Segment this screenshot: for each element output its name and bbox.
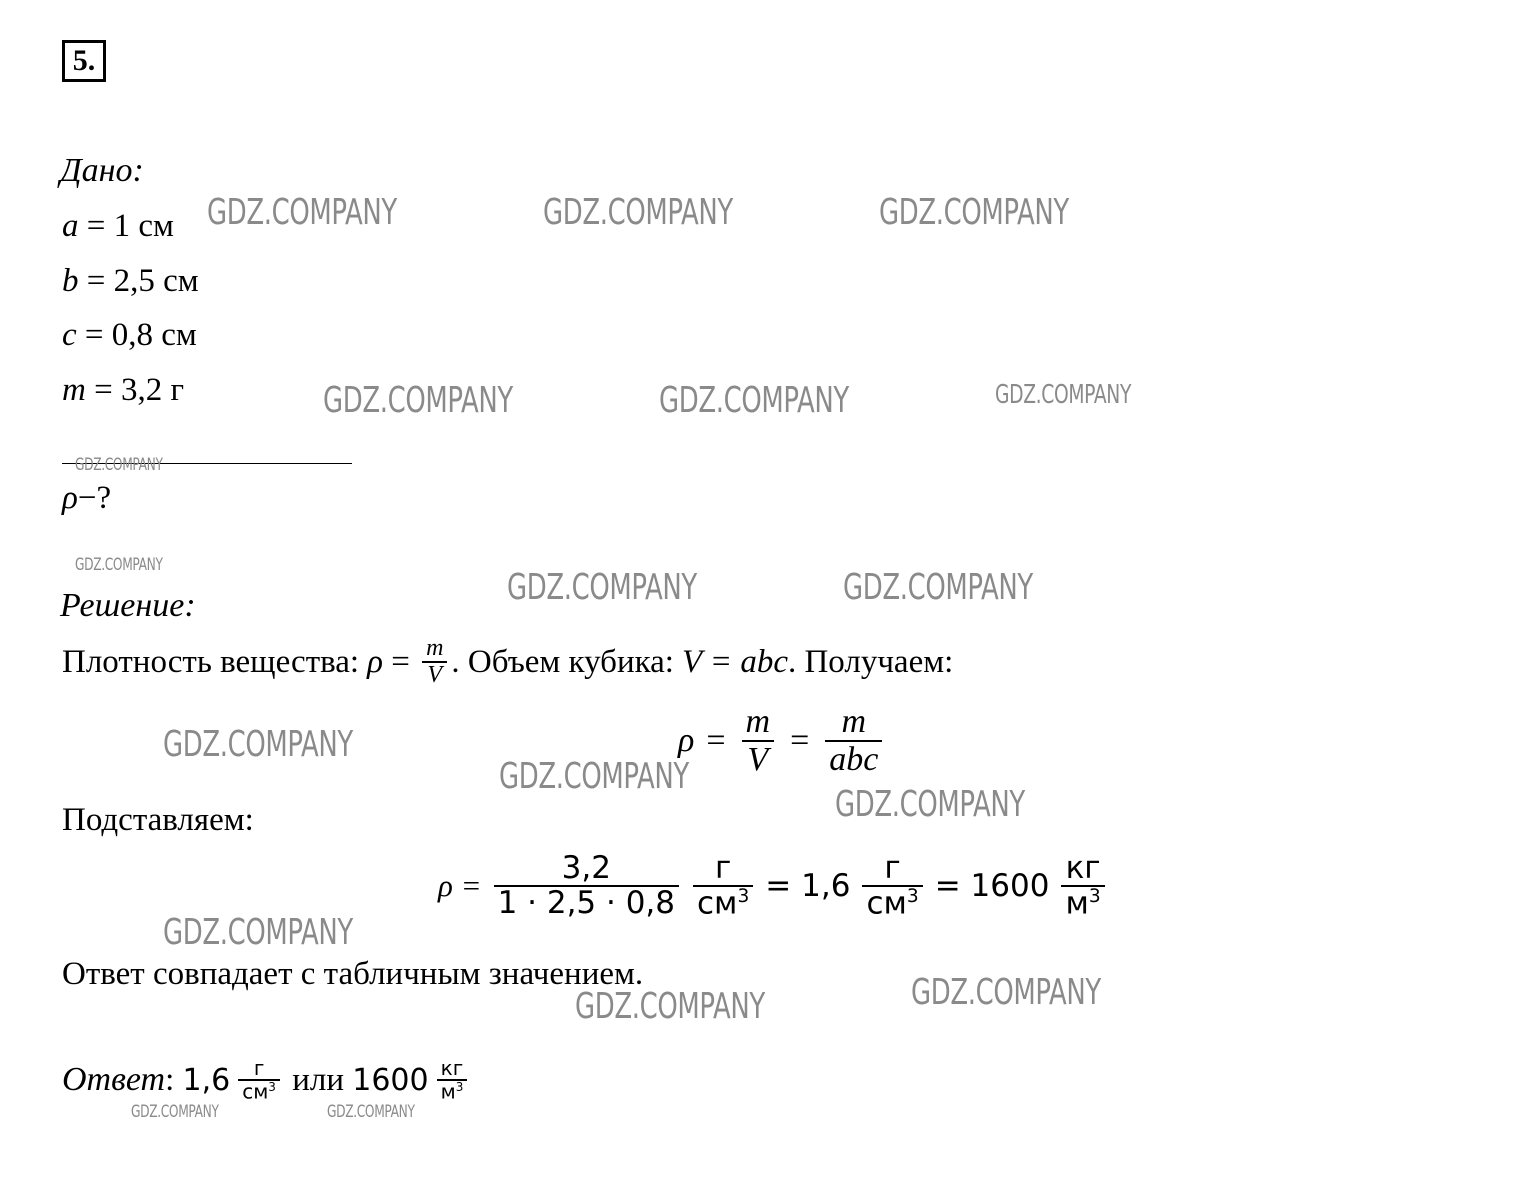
given-c-var: c <box>62 317 77 353</box>
watermark: GDZ.COMPANY <box>323 380 513 421</box>
watermark: GDZ.COMPANY <box>163 724 353 765</box>
watermark: GDZ.COMPANY <box>131 1102 219 1122</box>
problem-number: 5. <box>62 40 106 82</box>
formula2-frac-num: 3,2 <box>561 850 611 887</box>
formula2-unit2-num: г <box>884 850 901 886</box>
given-m-var: m <box>62 372 86 408</box>
answer-colon: : <box>165 1061 183 1098</box>
formula-density-general <box>678 704 886 777</box>
formula1-eq1: = <box>706 721 726 759</box>
given-label: Дано: <box>60 152 144 189</box>
given-c-value: = 0,8 см <box>84 317 197 353</box>
density-fraction-den: V <box>427 662 443 689</box>
given-a <box>62 208 174 245</box>
watermark: GDZ.COMPANY <box>843 567 1033 608</box>
solution-label: Решение: <box>60 587 196 624</box>
find-text: −? <box>77 480 112 516</box>
watermark: GDZ.COMPANY <box>507 567 697 608</box>
formula2-unit2 <box>862 852 922 919</box>
conclusion-text: Ответ совпадает с табличным значением. <box>62 956 644 992</box>
watermark: GDZ.COMPANY <box>75 455 163 475</box>
obtain-text: . Получаем: <box>787 643 954 680</box>
answer-unit1 <box>238 1058 280 1103</box>
volume-formula: V = abc <box>681 643 788 680</box>
formula1-frac1-num: m <box>745 703 771 740</box>
watermark: GDZ.COMPANY <box>995 380 1132 410</box>
formula2-unit1-den: $см^3$ <box>697 884 750 921</box>
given-a-var: a <box>62 208 79 244</box>
watermark: GDZ.COMPANY <box>327 1102 415 1122</box>
given-a-value: = 1 см <box>86 208 174 244</box>
formula2-unit3-den: $м^3$ <box>1065 884 1101 921</box>
formula1-frac2-num: m <box>841 703 867 740</box>
watermark: GDZ.COMPANY <box>835 784 1025 825</box>
answer-unit2-num: кг <box>440 1056 464 1080</box>
formula2-unit1-num: г <box>715 850 732 886</box>
formula2-unit3-num: кг <box>1065 850 1101 886</box>
formula2-unit3 <box>1061 852 1104 919</box>
watermark: GDZ.COMPANY <box>75 555 163 575</box>
watermark: GDZ.COMPANY <box>659 380 849 421</box>
answer-value-1: 1,6 <box>182 1062 231 1098</box>
watermark: GDZ.COMPANY <box>207 192 397 233</box>
formula2-eq1: = 1,6 <box>765 867 851 904</box>
formula2-eq2: = 1600 <box>934 867 1050 904</box>
watermark: GDZ.COMPANY <box>879 192 1069 233</box>
formula1-frac2-den: abc <box>829 740 879 778</box>
given-c <box>62 317 197 354</box>
rho-symbol: ρ <box>367 643 383 680</box>
formula2-lhs: ρ = <box>438 867 482 903</box>
given-b <box>62 263 199 300</box>
given-m-value: = 3,2 г <box>94 372 184 408</box>
find-var: ρ <box>62 480 78 516</box>
watermark: GDZ.COMPANY <box>163 912 353 953</box>
given-b-value: = 2,5 см <box>86 263 199 299</box>
density-fraction-num: m <box>426 635 444 661</box>
answer-unit2 <box>437 1058 468 1103</box>
density-text: Плотность вещества: <box>62 643 360 680</box>
watermark: GDZ.COMPANY <box>911 972 1101 1013</box>
formula1-frac2 <box>825 704 882 777</box>
given-b-var: b <box>62 263 79 299</box>
answer-or: или <box>283 1061 353 1098</box>
watermark: GDZ.COMPANY <box>499 756 689 797</box>
formula1-lhs: ρ <box>678 721 695 759</box>
substitute-label: Подставляем: <box>62 802 254 838</box>
volume-text: . Объем кубика: <box>451 643 674 680</box>
answer-label: Ответ <box>62 1061 166 1099</box>
equals-sign: = <box>382 643 419 680</box>
formula-density-numeric <box>438 852 1109 919</box>
answer-unit1-num: г <box>253 1056 265 1080</box>
formula1-frac1 <box>742 704 775 777</box>
given-m <box>62 372 184 409</box>
formula1-eq2: = <box>790 721 810 759</box>
answer-line <box>62 1058 471 1103</box>
formula2-frac <box>494 852 679 919</box>
answer-value-2: 1600 <box>352 1062 429 1098</box>
formula1-frac1-den: V <box>747 740 769 778</box>
solution-line-1 <box>62 636 953 688</box>
watermark: GDZ.COMPANY <box>575 986 765 1027</box>
density-fraction <box>422 636 447 688</box>
formula2-unit2-den: $см^3$ <box>866 884 919 921</box>
formula2-frac-den: 1 · 2,5 · 0,8 <box>497 884 676 921</box>
formula2-unit1 <box>693 852 753 919</box>
answer-unit2-den: $м^3$ <box>440 1079 464 1104</box>
watermark: GDZ.COMPANY <box>543 192 733 233</box>
answer-unit1-den: $см^3$ <box>242 1079 276 1104</box>
find-line <box>62 480 111 517</box>
